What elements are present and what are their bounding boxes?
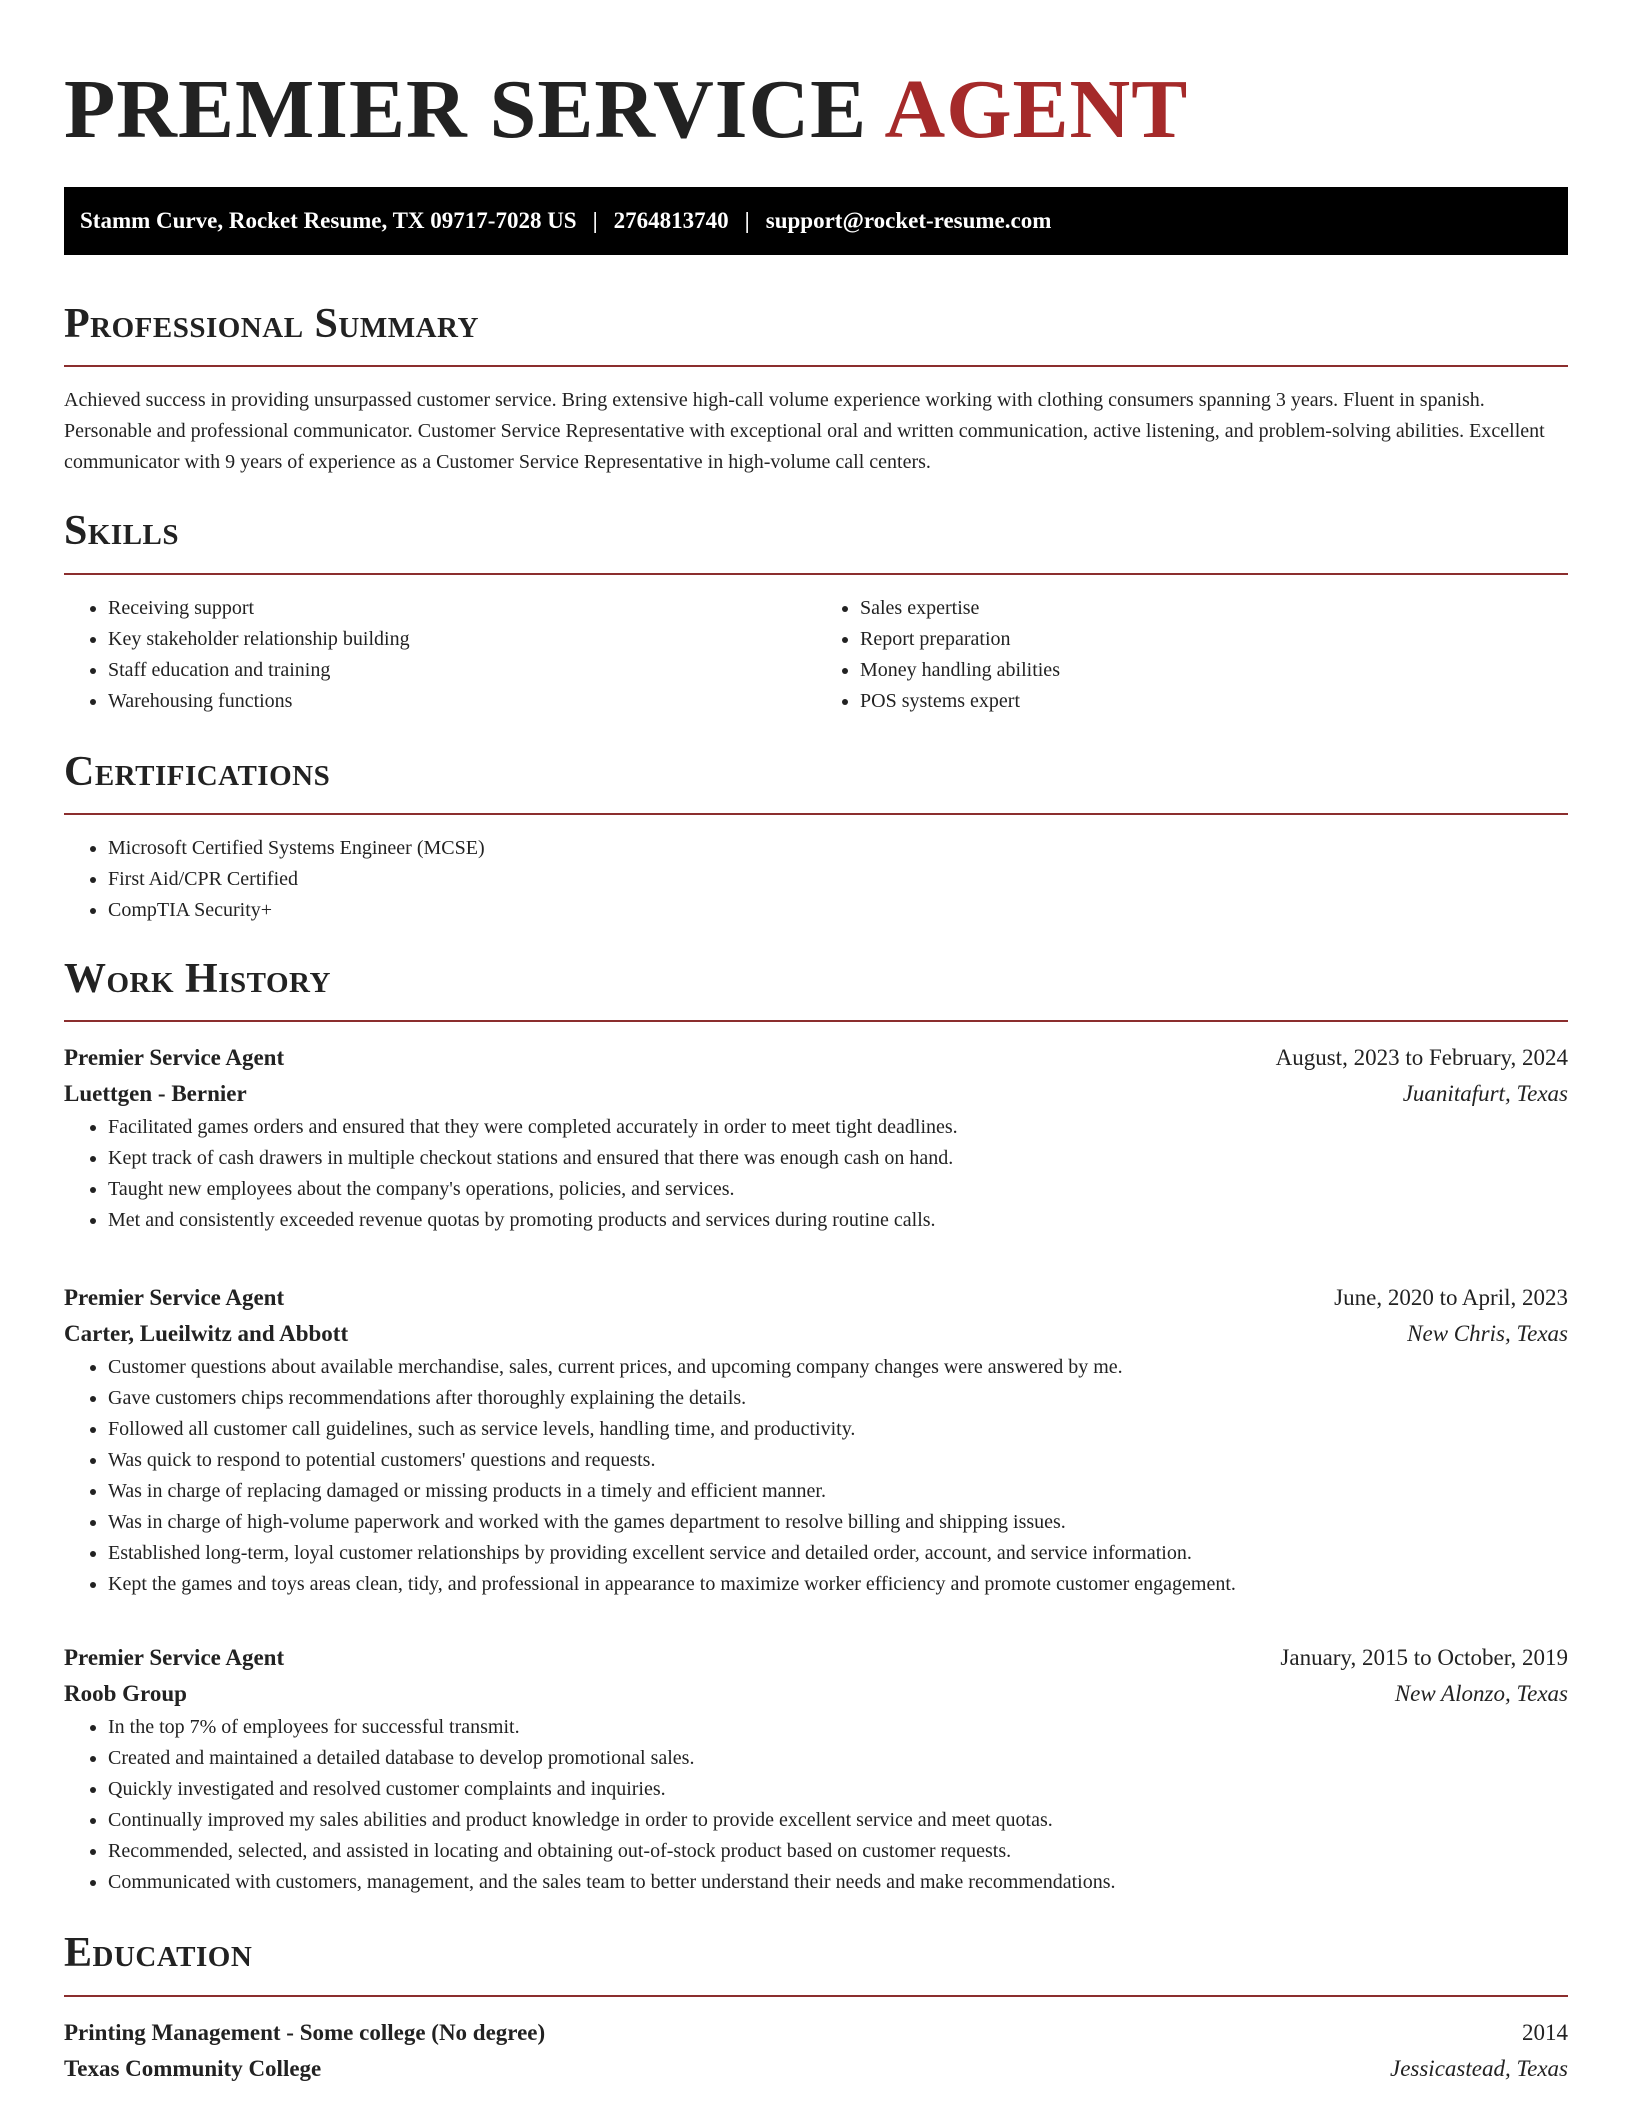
section-title: Work History [64,955,331,1002]
job-title: Premier Service Agent [64,1645,285,1671]
certification-item: • First Aid/CPR Certified [108,864,1568,895]
section-divider [64,365,1568,367]
job-dates: August, 2023 to February, 2024 [1275,1045,1568,1071]
job-bullet: • Communicated with customers, management, and the sales team to better understand their needs and make recommendations. [108,1867,1568,1898]
job-bullet: • Customer questions about available merchandise, sales, current prices, and upcoming company changes were answered by me. [108,1352,1568,1383]
certifications-section [64,747,1568,926]
job-company-row [64,1076,1568,1112]
job-bullet: • Kept the games and toys areas clean, tidy, and professional in appearance to maximize worker efficiency and promote customer engagement. [108,1569,1568,1600]
job-title-row [64,1040,1568,1076]
education-section [64,1928,1568,2086]
summary-section [64,299,1568,478]
job-dates: June, 2020 to April, 2023 [1334,1285,1568,1311]
contact-bar [64,187,1568,255]
education-location: Jessicastead, Texas [1389,2055,1568,2081]
job-location: Juanitafurt, Texas [1402,1081,1568,1107]
certification-item: • CompTIA Security+ [108,895,1568,926]
job-bullets [64,1712,1568,1898]
education-degree-row [64,2015,1568,2051]
skill-item: • Receiving support [108,593,816,624]
work-history-section [64,954,1568,1898]
job-title: Premier Service Agent [64,1285,285,1311]
section-divider [64,1020,1568,1022]
section-title: Education [64,1930,253,1977]
skill-item: • POS systems expert [860,686,1568,717]
skills-section [64,506,1568,716]
job-bullet: • Created and maintained a detailed database to develop promotional sales. [108,1743,1568,1774]
contact-address: Stamm Curve, Rocket Resume, TX 09717-7028 US [80,207,577,233]
job-bullet: • Was in charge of high-volume paperwork and worked with the games department to resolve billing and shipping issues. [108,1507,1568,1538]
skills-left-list [64,593,816,717]
job-dates: January, 2015 to October, 2019 [1280,1645,1568,1671]
job-entry [64,1040,1568,1236]
job-bullet: • Continually improved my sales abilities and product knowledge in order to provide excellent service and meet quotas. [108,1805,1568,1836]
job-bullet: • Established long-term, loyal customer relationships by providing excellent service and detailed order, account, and service information. [108,1538,1568,1569]
job-bullet: • Followed all customer call guidelines, such as service levels, handling time, and productivity. [108,1414,1568,1445]
job-bullet: • Kept track of cash drawers in multiple checkout stations and ensured that there was enough cash on hand. [108,1143,1568,1174]
job-bullet: • Taught new employees about the company's operations, policies, and services. [108,1174,1568,1205]
name-main: PREMIER SERVICE [64,63,868,156]
skill-item: • Warehousing functions [108,686,816,717]
section-divider [64,573,1568,575]
job-company: Carter, Lueilwitz and Abbott [64,1321,349,1347]
certification-item: • Microsoft Certified Systems Engineer (MCSE) [108,833,1568,864]
job-company: Luettgen - Bernier [64,1081,247,1107]
name-accent: AGENT [884,63,1189,156]
job-bullet: • In the top 7% of employees for successful transmit. [108,1712,1568,1743]
job-title-row [64,1280,1568,1316]
job-company-row [64,1676,1568,1712]
job-company-row [64,1316,1568,1352]
job-bullet: • Met and consistently exceeded revenue quotas by promoting products and services during routine calls. [108,1205,1568,1236]
education-year: 2014 [1522,2019,1568,2045]
education-degree: Printing Management - Some college (No degree) [64,2019,546,2045]
section-title: Certifications [64,748,331,795]
education-school-row [64,2051,1568,2087]
skill-item: • Money handling abilities [860,655,1568,686]
education-school: Texas Community College [64,2055,322,2081]
skill-item: • Sales expertise [860,593,1568,624]
contact-separator: | [592,207,598,233]
contact-phone: 2764813740 [613,207,729,233]
section-title: Professional Summary [64,300,479,347]
job-bullet: • Quickly investigated and resolved customer complaints and inquiries. [108,1774,1568,1805]
certifications-list [64,833,1568,926]
job-title: Premier Service Agent [64,1045,285,1071]
job-bullet: • Facilitated games orders and ensured that they were completed accurately in order to meet tight deadlines. [108,1112,1568,1143]
section-divider [64,1995,1568,1997]
job-bullet: • Recommended, selected, and assisted in locating and obtaining out-of-stock product based on customer requests. [108,1836,1568,1867]
job-title-row [64,1640,1568,1676]
skills-grid [64,593,1568,717]
job-bullet: • Was in charge of replacing damaged or missing products in a timely and efficient manner. [108,1476,1568,1507]
skill-item: • Report preparation [860,624,1568,655]
contact-email[interactable]: support@rocket-resume.com [765,207,1052,233]
skills-right-list [816,593,1568,717]
job-bullets [64,1352,1568,1600]
skill-item: • Staff education and training [108,655,816,686]
job-entry [64,1640,1568,1898]
job-bullet: • Gave customers chips recommendations after thoroughly explaining the details. [108,1383,1568,1414]
skill-item: • Key stakeholder relationship building [108,624,816,655]
candidate-name [64,60,1568,161]
job-location: New Alonzo, Texas [1394,1681,1568,1707]
section-title: Skills [64,508,180,555]
job-bullet: • Was quick to respond to potential customers' questions and requests. [108,1445,1568,1476]
job-location: New Chris, Texas [1407,1321,1568,1347]
contact-separator: | [744,207,750,233]
job-entry [64,1280,1568,1600]
job-company: Roob Group [64,1681,187,1707]
section-divider [64,813,1568,815]
summary-text: Achieved success in providing unsurpassed customer service. Bring extensive high-call volume experience working with clothing consumers spanning 3 years. Fluent in spanish. Personable and professional communicator. Customer Service Representative with exceptional oral and written communication, active listening, and problem-solving abilities. Excellent communicator with 9 years of experience as a Customer Service Representative in high-volume call centers. [64,389,1545,474]
job-bullets [64,1112,1568,1236]
